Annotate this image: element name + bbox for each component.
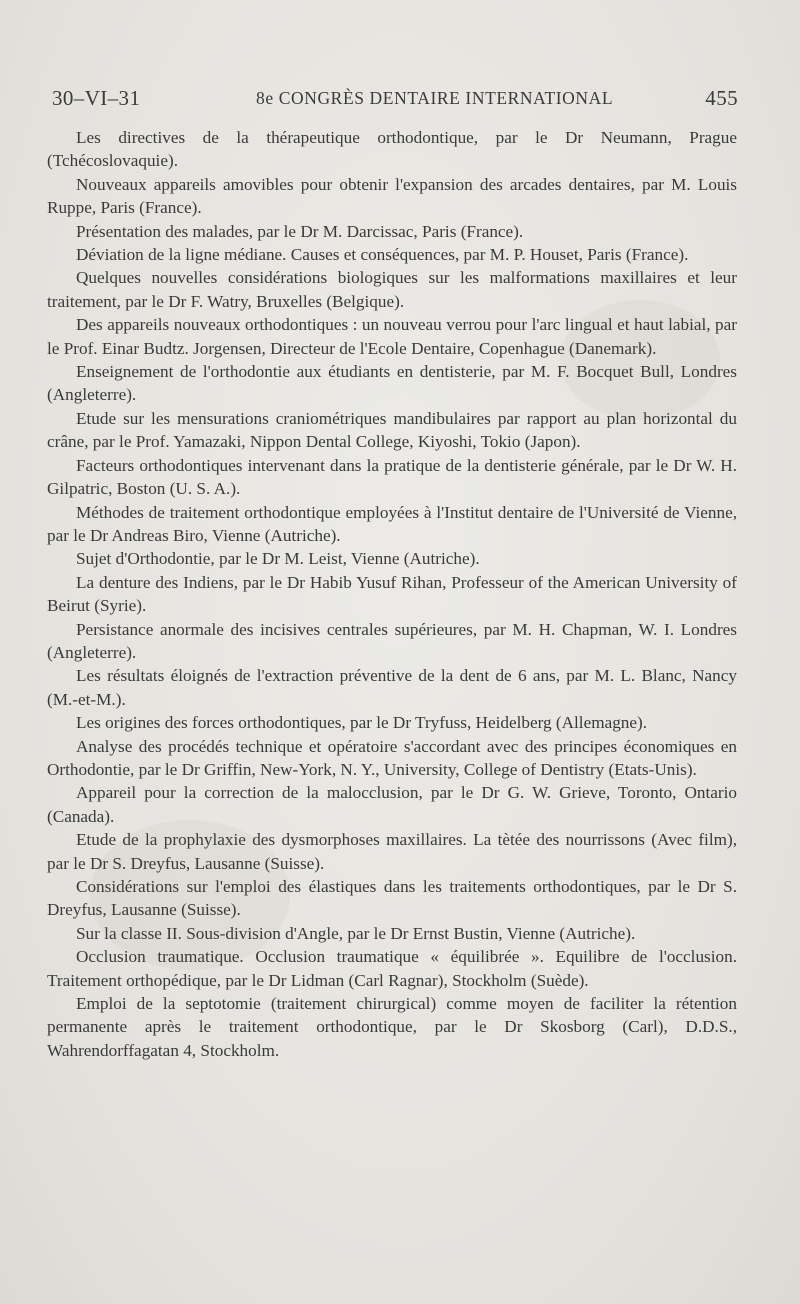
header-title: 8e CONGRÈS DENTAIRE INTERNATIONAL (256, 88, 614, 108)
list-item: Appareil pour la correction de la malocclusion, par le Dr G. W. Grieve, Toronto, Ontario (Canada). (47, 783, 737, 826)
list-item: Sujet d'Orthodontie, par le Dr M. Leist, Vienne (Autriche). (76, 549, 480, 569)
entries-list (47, 126, 737, 1062)
list-item: Nouveaux appareils amovibles pour obtenir l'expansion des arcades dentaires, par M. Louis Ruppe, Paris (France). (47, 174, 737, 218)
list-item: Les directives de la thérapeutique orthodontique, par le Dr Neumann, Prague (Tchécoslovaquie). (47, 128, 737, 171)
list-item: Etude sur les mensurations craniométriques mandibulaires par rapport au plan horizontal du crâne, par le Prof. Yamazaki, Nippon Dental College, Kiyoshi, Tokio (Japon). (47, 408, 737, 452)
list-item: Déviation de la ligne médiane. Causes et conséquences, par M. P. Houset, Paris (France). (76, 245, 689, 265)
list-item: Sur la classe II. Sous-division d'Angle, par le Dr Ernst Bustin, Vienne (Autriche). (76, 923, 636, 943)
list-item: Présentation des malades, par le Dr M. Darcissac, Paris (France). (76, 221, 524, 241)
list-item: Méthodes de traitement orthodontique employées à l'Institut dentaire de l'Université de Vienne, par le Dr Andreas Biro, Vienne (Autriche). (47, 502, 737, 545)
running-header (52, 86, 738, 116)
list-item: Analyse des procédés technique et opératoire s'accordant avec des principes économiques en Orthodontie, par le Dr Griffin, New-York, N. Y., University, College of Dentistry (Etats-Unis). (47, 736, 737, 779)
list-item: Les résultats éloignés de l'extraction préventive de la dent de 6 ans, par M. L. Blanc, Nancy (M.-et-M.). (47, 666, 737, 709)
list-item: Facteurs orthodontiques intervenant dans la pratique de la dentisterie générale, par le Dr W. H. Gilpatric, Boston (U. S. A.). (47, 455, 737, 499)
page-number: 455 (705, 86, 738, 110)
list-item: Considérations sur l'emploi des élastiques dans les traitements orthodontiques, par le Dr S. Dreyfus, Lausanne (Suisse). (47, 877, 737, 920)
list-item: La denture des Indiens, par le Dr Habib Yusuf Rihan, Professeur of the American University of Beirut (Syrie). (47, 572, 737, 616)
list-item: Quelques nouvelles considérations biologiques sur les malformations maxillaires et leur traitement, par le Dr F. Watry, Bruxelles (Belgique). (47, 268, 737, 311)
list-item: Emploi de la septotomie (traitement chirurgical) comme moyen de faciliter la rétention permanente après le traitement orthodontique, par le Dr Skosborg (Carl), D.D.S., Wahrendorffagatan 4, Stockholm. (47, 994, 737, 1060)
header-dates: 30–VI–31 (52, 86, 141, 110)
list-item: Occlusion traumatique. Occlusion traumatique « équilibrée ». Equilibre de l'occlusion. Traitement orthopédique, par le Dr Lidman (Carl Ragnar), Stockholm (Suède). (47, 947, 737, 990)
list-item: Enseignement de l'orthodontie aux étudiants en dentisterie, par M. F. Bocquet Bull, Londres (Angleterre). (47, 362, 737, 405)
list-item: Les origines des forces orthodontiques, par le Dr Tryfuss, Heidelberg (Allemagne). (76, 713, 648, 733)
list-item: Persistance anormale des incisives centrales supérieures, par M. H. Chapman, W. I. Londres (Angleterre). (47, 619, 737, 662)
list-item: Etude de la prophylaxie des dysmorphoses maxillaires. La tètée des nourrissons (Avec film), par le Dr S. Dreyfus, Lausanne (Suisse). (47, 830, 737, 873)
list-item: Des appareils nouveaux orthodontiques : un nouveau verrou pour l'arc lingual et haut labial, par le Prof. Einar Budtz. Jorgensen, Directeur de l'Ecole Dentaire, Copenhague (Danemark). (47, 315, 737, 358)
